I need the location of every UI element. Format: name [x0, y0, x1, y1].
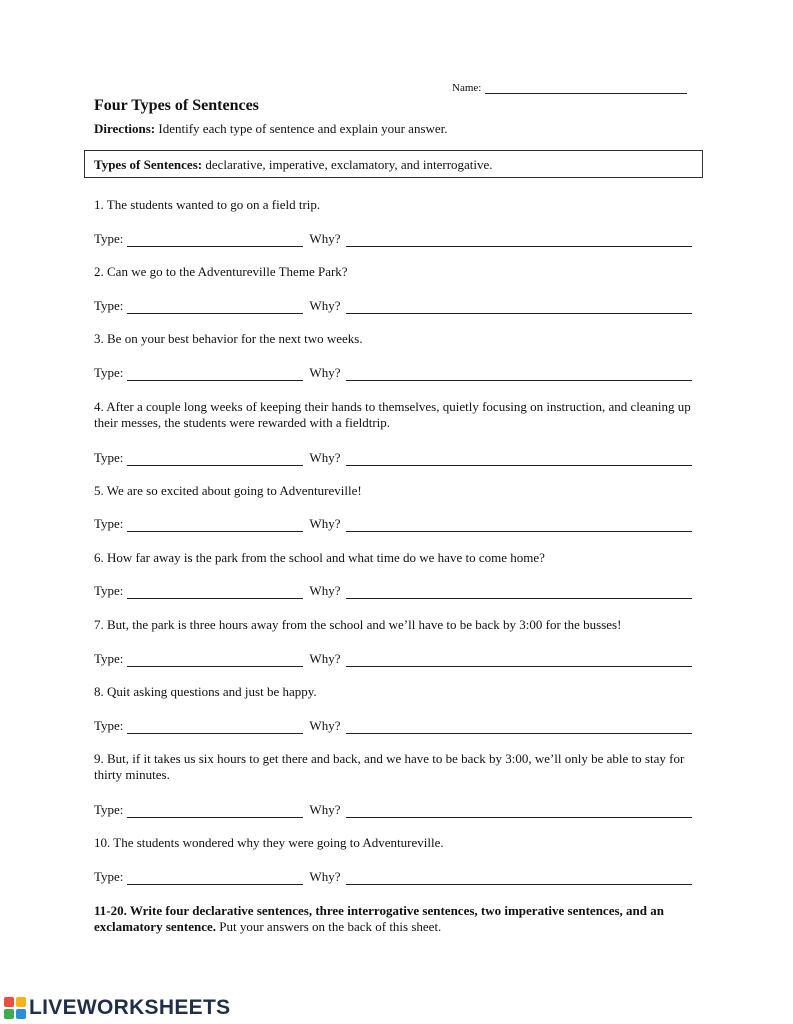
directions [94, 121, 448, 137]
directions-text: Identify each type of sentence and explain your answer. [158, 121, 448, 136]
why-label: Why? [309, 583, 341, 598]
type-answer-blank[interactable] [127, 805, 303, 818]
type-answer-blank[interactable] [127, 586, 303, 599]
liveworksheets-logo [4, 996, 230, 1020]
answer-row-3 [94, 365, 692, 381]
type-label: Type: [94, 516, 124, 531]
name-label: Name: [452, 82, 482, 94]
type-label: Type: [94, 718, 124, 733]
types-box-label: Types of Sentences: [94, 157, 203, 172]
name-field [452, 82, 687, 94]
question-7: 7. But, the park is three hours away from the school and we’ll have to be back by 3:00 for the busses! [94, 617, 622, 632]
answer-row-10 [94, 869, 692, 885]
why-answer-blank[interactable] [346, 872, 692, 885]
why-answer-blank[interactable] [346, 654, 692, 667]
type-label: Type: [94, 869, 124, 884]
answer-row-7 [94, 651, 692, 667]
answer-row-5 [94, 516, 692, 532]
question-9: 9. But, if it takes us six hours to get there and back, and we have to be back by 3:00, we’ll only be able to stay for thirty minutes. [94, 751, 685, 782]
why-answer-blank[interactable] [346, 586, 692, 599]
type-label: Type: [94, 583, 124, 598]
why-label: Why? [309, 298, 341, 313]
question-4: 4. After a couple long weeks of keeping their hands to themselves, quietly focusing on instruction, and cleaning up their messes, the students were rewarded with a fieldtrip. [94, 399, 691, 430]
why-label: Why? [309, 365, 341, 380]
type-label: Type: [94, 450, 124, 465]
why-label: Why? [309, 802, 341, 817]
answer-row-9 [94, 802, 692, 818]
type-label: Type: [94, 231, 124, 246]
question-5: 5. We are so excited about going to Adventureville! [94, 483, 362, 498]
answer-row-6 [94, 583, 692, 599]
type-answer-blank[interactable] [127, 301, 303, 314]
why-label: Why? [309, 718, 341, 733]
type-label: Type: [94, 365, 124, 380]
why-answer-blank[interactable] [346, 301, 692, 314]
question-1: 1. The students wanted to go on a field trip. [94, 197, 321, 212]
why-label: Why? [309, 651, 341, 666]
page-title: Four Types of Sentences [94, 97, 259, 114]
final-task-bold: 11-20. Write four declarative sentences, three interrogative sentences, two imperative sentences, and an exclamatory sentence. [94, 903, 664, 934]
type-answer-blank[interactable] [127, 654, 303, 667]
why-answer-blank[interactable] [346, 519, 692, 532]
why-answer-blank[interactable] [346, 368, 692, 381]
types-box-text: declarative, imperative, exclamatory, and interrogative. [205, 157, 493, 172]
type-answer-blank[interactable] [127, 453, 303, 466]
type-label: Type: [94, 651, 124, 666]
final-task [94, 903, 706, 935]
answer-row-4 [94, 450, 692, 466]
why-label: Why? [309, 516, 341, 531]
answer-row-1 [94, 231, 692, 247]
type-answer-blank[interactable] [127, 368, 303, 381]
name-blank[interactable] [485, 82, 687, 94]
question-10: 10. The students wondered why they were going to Adventureville. [94, 835, 444, 850]
type-answer-blank[interactable] [127, 721, 303, 734]
why-answer-blank[interactable] [346, 721, 692, 734]
question-6: 6. How far away is the park from the school and what time do we have to come home? [94, 550, 545, 565]
question-2: 2. Can we go to the Adventureville Theme Park? [94, 264, 348, 279]
answer-row-8 [94, 718, 692, 734]
type-label: Type: [94, 802, 124, 817]
directions-label: Directions: [94, 121, 156, 136]
type-answer-blank[interactable] [127, 519, 303, 532]
question-3: 3. Be on your best behavior for the next two weeks. [94, 331, 363, 346]
type-answer-blank[interactable] [127, 234, 303, 247]
types-of-sentences-box [84, 150, 703, 178]
type-label: Type: [94, 298, 124, 313]
why-label: Why? [309, 231, 341, 246]
why-label: Why? [309, 869, 341, 884]
answer-row-2 [94, 298, 692, 314]
brand-name: LIVEWORKSHEETS [29, 996, 231, 1019]
why-answer-blank[interactable] [346, 234, 692, 247]
why-answer-blank[interactable] [346, 453, 692, 466]
why-label: Why? [309, 450, 341, 465]
liveworksheets-logo-icon [4, 997, 26, 1019]
question-8: 8. Quit asking questions and just be happy. [94, 684, 317, 699]
why-answer-blank[interactable] [346, 805, 692, 818]
type-answer-blank[interactable] [127, 872, 303, 885]
final-task-normal: Put your answers on the back of this sheet. [216, 919, 442, 934]
